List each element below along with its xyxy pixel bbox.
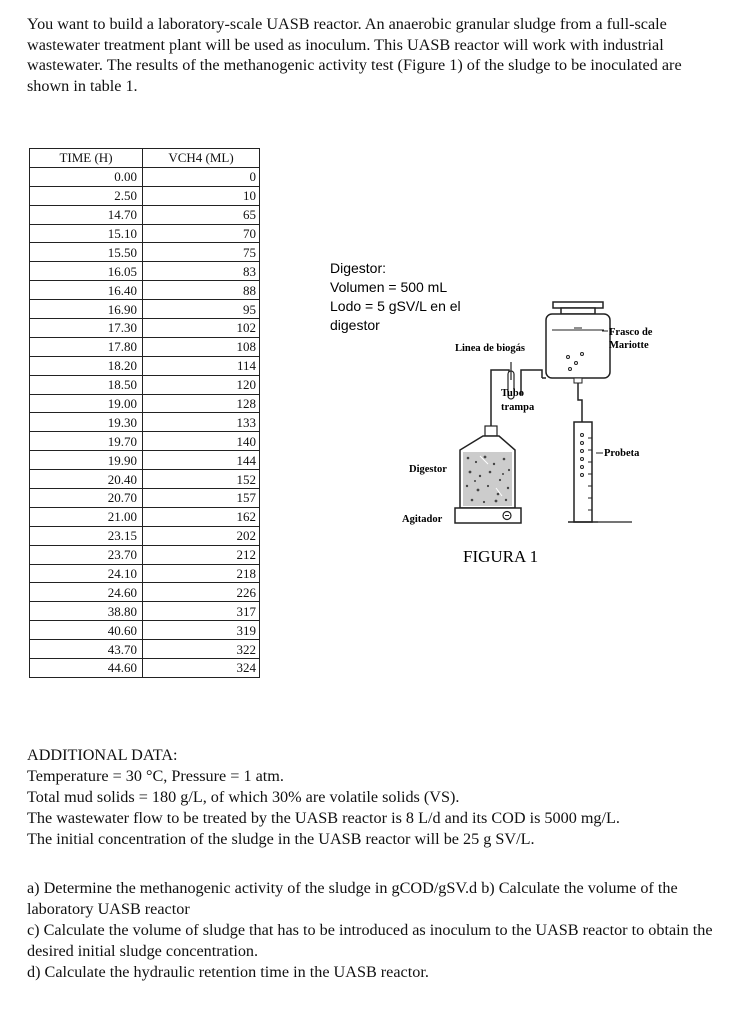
table-row: [30, 167, 260, 186]
cell-time: 0.00: [30, 167, 143, 186]
cell-vch4: 88: [143, 281, 260, 300]
cell-vch4: 114: [143, 356, 260, 375]
cell-vch4: 202: [143, 526, 260, 545]
cell-vch4: 317: [143, 602, 260, 621]
cell-vch4: 95: [143, 300, 260, 319]
cell-vch4: 133: [143, 413, 260, 432]
digestor-note-line: digestor: [330, 317, 380, 333]
methanogenic-activity-table: [29, 148, 260, 678]
label-frasco: Frasco de: [609, 327, 653, 338]
cell-vch4: 162: [143, 507, 260, 526]
table-body: [30, 167, 260, 677]
intro-text: You want to build a laboratory-scale UASB reactor. An anaerobic granular sludge from a full-scale wastewater treatment plant will be used as inoculum. This UASB reactor will work with industrial wastewater. The results of the methanogenic activity test (Figure 1) of the sludge to be inoculated are shown in table 1.: [27, 15, 682, 95]
cell-vch4: 322: [143, 640, 260, 659]
label-probeta: Probeta: [604, 448, 640, 459]
table-row: [30, 224, 260, 243]
cell-time: 38.80: [30, 602, 143, 621]
cell-time: 43.70: [30, 640, 143, 659]
cell-time: 18.20: [30, 356, 143, 375]
cell-time: 24.10: [30, 564, 143, 583]
stirrer-plate: [455, 508, 521, 523]
cell-time: 19.70: [30, 432, 143, 451]
cell-time: 17.80: [30, 337, 143, 356]
cell-vch4: 157: [143, 489, 260, 508]
label-digestor: Digestor: [409, 464, 447, 475]
question-d: d) Calculate the hydraulic retention time in the UASB reactor.: [27, 963, 429, 981]
cell-time: 23.70: [30, 545, 143, 564]
cell-time: 19.90: [30, 451, 143, 470]
label-linea-biogas: Linea de biogás: [455, 343, 526, 354]
cell-time: 19.30: [30, 413, 143, 432]
figure-caption: FIGURA 1: [463, 547, 539, 566]
digestor-note-line: Digestor:: [330, 260, 387, 276]
table-row: [30, 243, 260, 262]
mariotte-bottle: [546, 302, 610, 383]
table-row: [30, 470, 260, 489]
cell-time: 20.40: [30, 470, 143, 489]
additional-line: Temperature = 30 °C, Pressure = 1 atm.: [27, 767, 284, 785]
table-row: [30, 602, 260, 621]
problem-intro: [27, 14, 717, 96]
label-agitador: Agitador: [402, 514, 443, 525]
table-row: [30, 394, 260, 413]
cell-time: 2.50: [30, 186, 143, 205]
cell-time: 40.60: [30, 621, 143, 640]
cell-vch4: 128: [143, 394, 260, 413]
cell-vch4: 226: [143, 583, 260, 602]
cell-vch4: 10: [143, 186, 260, 205]
table-row: [30, 281, 260, 300]
cell-time: 14.70: [30, 205, 143, 224]
questions: [27, 878, 722, 983]
table-row: [30, 375, 260, 394]
table-row: [30, 489, 260, 508]
table-row: [30, 640, 260, 659]
question-ab: a) Determine the methanogenic activity of the sludge in gCOD/gSV.d b) Calculate the volume of the laboratory UASB reactor: [27, 879, 678, 918]
table-row: [30, 432, 260, 451]
cell-time: 21.00: [30, 507, 143, 526]
header-time: TIME (H): [30, 149, 143, 168]
table-row: [30, 526, 260, 545]
table-row: [30, 583, 260, 602]
cell-time: 44.60: [30, 659, 143, 678]
cell-time: 18.50: [30, 375, 143, 394]
additional-line: The wastewater flow to be treated by the UASB reactor is 8 L/d and its COD is 5000 mg/L.: [27, 809, 620, 827]
cell-vch4: 102: [143, 319, 260, 338]
digestor-note-line: Volumen = 500 mL: [330, 279, 448, 295]
apparatus-diagram: [320, 250, 720, 580]
cell-vch4: 75: [143, 243, 260, 262]
cell-time: 15.50: [30, 243, 143, 262]
table-row: [30, 413, 260, 432]
header-vch4: VCH4 (ML): [143, 149, 260, 168]
cell-time: 24.60: [30, 583, 143, 602]
cell-time: 17.30: [30, 319, 143, 338]
table-row: [30, 186, 260, 205]
additional-title: ADDITIONAL DATA:: [27, 746, 178, 764]
cell-vch4: 108: [143, 337, 260, 356]
probeta-cylinder: [568, 422, 598, 522]
cell-time: 16.40: [30, 281, 143, 300]
digestor-note-line: Lodo = 5 gSV/L en el: [330, 298, 461, 314]
cell-vch4: 83: [143, 262, 260, 281]
table-row: [30, 300, 260, 319]
cell-time: 16.05: [30, 262, 143, 281]
digestor-bottle: [460, 426, 515, 508]
cell-time: 19.00: [30, 394, 143, 413]
table-row: [30, 564, 260, 583]
table-row: [30, 337, 260, 356]
table-row: [30, 262, 260, 281]
cell-vch4: 212: [143, 545, 260, 564]
additional-data: [27, 745, 722, 850]
cell-vch4: 140: [143, 432, 260, 451]
cell-vch4: 0: [143, 167, 260, 186]
table-row: [30, 621, 260, 640]
cell-time: 20.70: [30, 489, 143, 508]
table-row: [30, 319, 260, 338]
additional-line: The initial concentration of the sludge in the UASB reactor will be 25 g SV/L.: [27, 830, 535, 848]
table-row: [30, 659, 260, 678]
cell-vch4: 70: [143, 224, 260, 243]
cell-time: 16.90: [30, 300, 143, 319]
cell-vch4: 144: [143, 451, 260, 470]
cell-vch4: 65: [143, 205, 260, 224]
cell-vch4: 319: [143, 621, 260, 640]
question-c: c) Calculate the volume of sludge that has to be introduced as inoculum to the UASB reactor to obtain the desired initial sludge concentration.: [27, 921, 713, 960]
table-row: [30, 205, 260, 224]
cell-time: 23.15: [30, 526, 143, 545]
figure-1-apparatus: [320, 250, 720, 580]
label-tubo: Tubo: [501, 388, 524, 399]
cell-vch4: 120: [143, 375, 260, 394]
table-row: [30, 451, 260, 470]
label-mariotte: Mariotte: [609, 340, 649, 351]
cell-time: 15.10: [30, 224, 143, 243]
table-row: [30, 545, 260, 564]
delivery-tube: [578, 383, 582, 425]
table-row: [30, 507, 260, 526]
table-header-row: [30, 149, 260, 168]
label-trampa: trampa: [501, 402, 535, 413]
additional-line: Total mud solids = 180 g/L, of which 30% are volatile solids (VS).: [27, 788, 460, 806]
cell-vch4: 218: [143, 564, 260, 583]
cell-vch4: 324: [143, 659, 260, 678]
cell-vch4: 152: [143, 470, 260, 489]
table-row: [30, 356, 260, 375]
